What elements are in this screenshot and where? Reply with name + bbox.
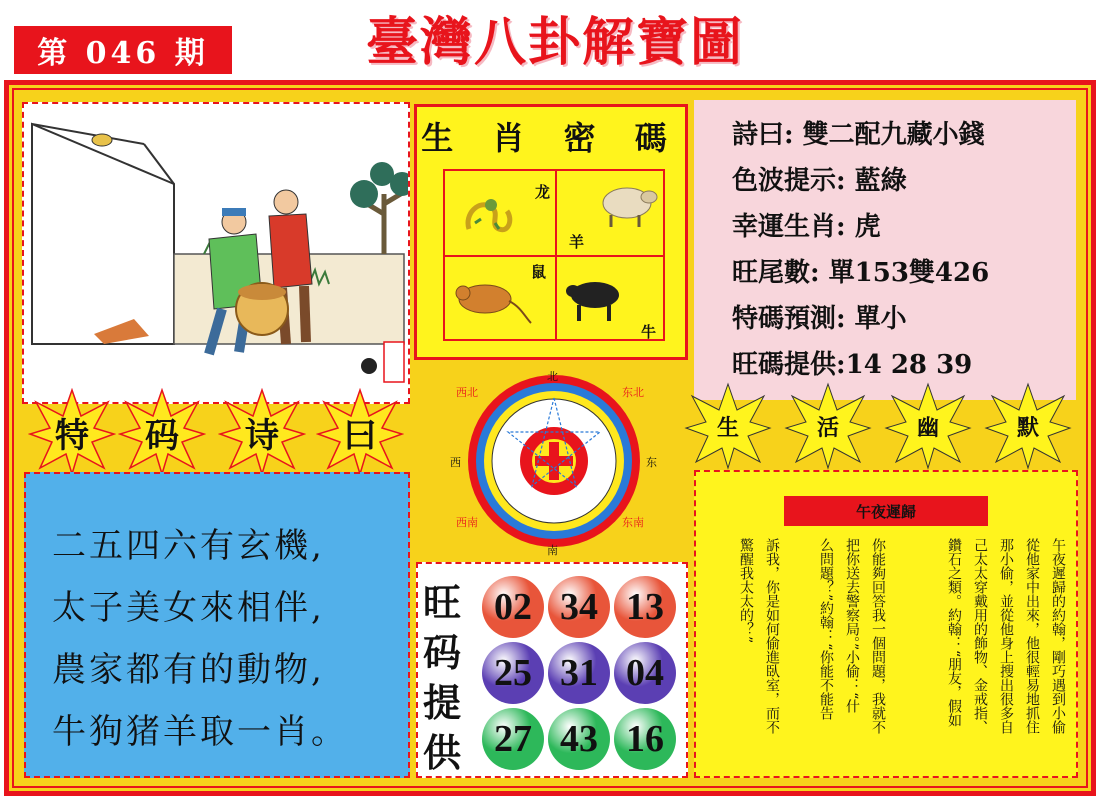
poem-line: 牛狗猪羊取一肖。 [52,712,348,752]
story-column: 午夜遲歸的約翰，剛巧遇到小偷 [1050,538,1066,734]
wheel-corner-se: 东南 [622,516,644,529]
info-color-hint: 色波提示: 藍綠 [732,166,907,196]
illustration-panel [22,102,410,404]
star-label: 活 [816,414,839,441]
sheep-icon [595,179,659,231]
star-badge [118,388,206,476]
number-ball: 31 [548,642,610,704]
zodiac-label-ox: 牛 [641,323,657,341]
poem-line: 農家都有的動物, [52,650,325,690]
star-label: 码 [145,415,179,456]
zodiac-label-rat: 鼠 [531,263,547,281]
star-label: 幽 [916,414,939,441]
number-ball: 34 [548,576,610,638]
story-column: 那小偷，並從他身上搜出很多自 [998,538,1014,734]
zodiac-label-dragon: 龙 [535,183,551,201]
special-code-poem-panel [24,472,410,778]
star-badge [684,382,772,470]
star-badge [28,388,116,476]
star-badge [784,382,872,470]
bagua-wheel [446,366,662,556]
wheel-bottom: 南 [547,544,558,557]
humor-story-panel [694,470,1078,778]
wheel-left: 西 [450,456,461,469]
star-label: 诗 [245,415,279,456]
zodiac-grid [443,169,665,341]
number-ball: 16 [614,708,676,770]
number-ball: 04 [614,642,676,704]
story-column: 么問題？”約翰：“你能不能告 [818,538,834,721]
rat-icon [451,271,535,327]
number-ball: 13 [614,576,676,638]
wheel-corner-sw: 西南 [456,516,478,529]
info-poem-line: 詩曰: 雙二配九藏小錢 [732,120,985,150]
hot-numbers-panel [416,562,688,778]
zodiac-code-box [414,104,688,360]
hot-numbers-label: 旺码提供 [422,580,461,775]
star-label: 默 [1016,414,1039,441]
number-balls-grid [482,576,682,772]
wheel-right: 东 [646,456,657,469]
info-special-prediction: 特碼預測: 單小 [732,304,907,334]
number-ball: 43 [548,708,610,770]
ox-icon [565,273,627,325]
thieves-illustration [24,104,410,404]
story-column: 己太太穿戴用的飾物、金戒指、 [972,538,988,734]
info-tail-numbers: 旺尾數: 單153雙426 [732,258,990,288]
story-column: 從他家中出來，他很輕易地抓住 [1024,538,1040,734]
wheel-corner-ne: 东北 [622,386,644,399]
story-column: 驚醒我太太的？” [738,538,754,644]
number-ball: 27 [482,708,544,770]
poem-line: 二五四六有玄機, [52,526,325,566]
prediction-info-box [694,100,1076,400]
story-column: 你能夠回答我一個問題，我就不 [870,538,886,734]
star-badge [316,388,404,476]
zodiac-code-title: 生 肖 密 碼 [421,119,681,157]
story-column: 鑽石之類。約翰：“朋友，假如 [946,538,962,728]
story-column: 把你送去警察局。”小偷：“什 [844,538,860,714]
star-label: 特 [55,415,89,456]
info-lucky-zodiac: 幸運生肖: 虎 [732,212,881,242]
story-title: 午夜遲歸 [784,496,988,526]
star-badge [884,382,972,470]
star-badge [984,382,1072,470]
star-label: 生 [716,414,739,441]
zodiac-label-sheep: 羊 [569,233,585,251]
poem-line: 太子美女來相伴, [52,588,325,628]
issue-number-badge: 第 046 期 [14,26,232,74]
number-ball: 02 [482,576,544,638]
wheel-corner-nw: 西北 [456,386,478,399]
info-hot-numbers: 旺碼提供:14 28 39 [732,350,973,380]
story-column: 訴我，你是如何偷進臥室，而不 [764,538,780,734]
dragon-icon [459,189,519,245]
main-title: 臺灣八卦解寶圖 [365,11,744,73]
star-badge [218,388,306,476]
star-label: 曰 [343,415,377,456]
wheel-top: 北 [547,370,558,383]
number-ball: 25 [482,642,544,704]
